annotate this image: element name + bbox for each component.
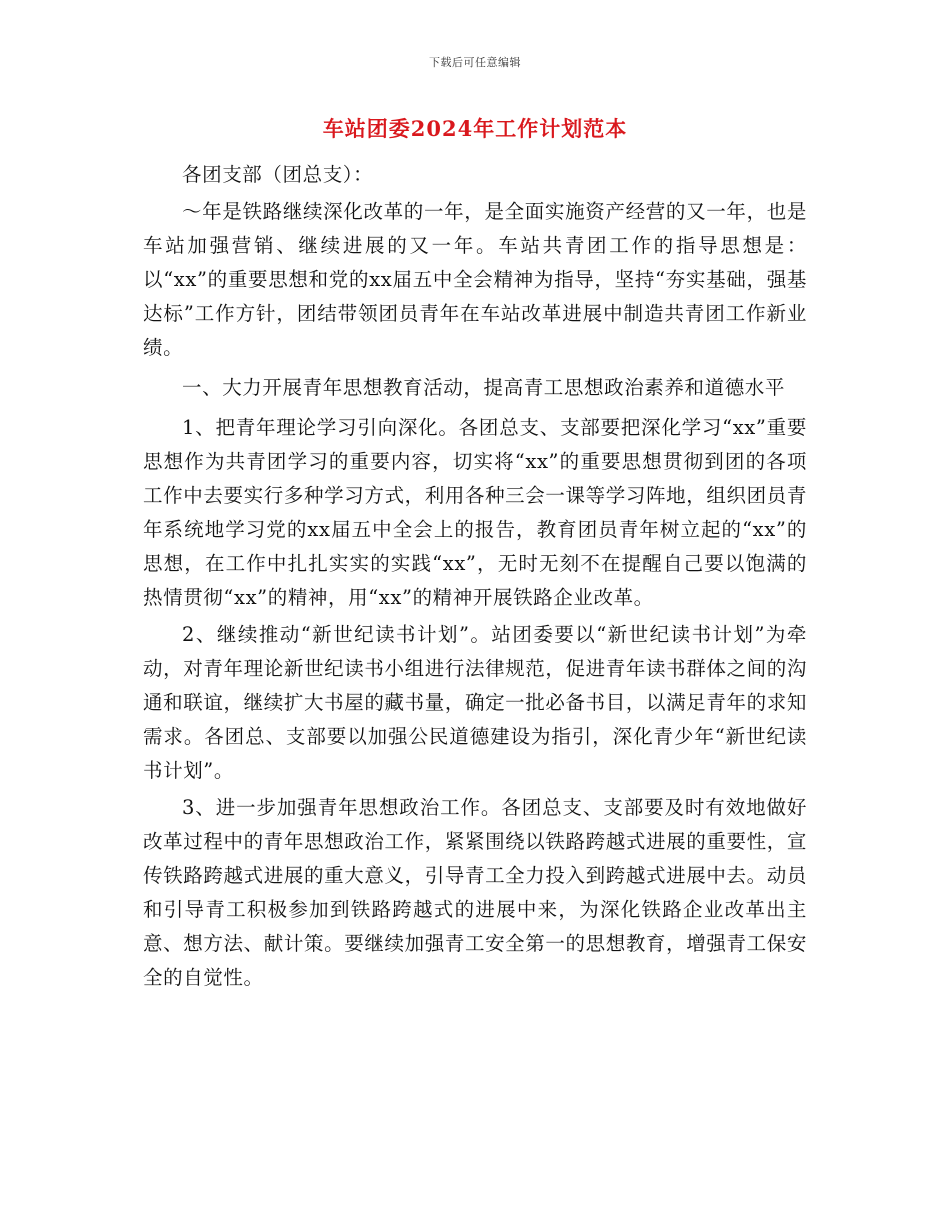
intro-paragraph: ～年是铁路继续深化改革的一年，是全面实施资产经营的又一年，也是车站加强营销、继续进展的又一年。车站共青团工作的指导思想是：以“xx”的重要思想和党的xx届五中全会精神为指导，坚持“夯实基础，强基达标”工作方针，团结带领团员青年在车站改革进展中制造共青团工作新业绩。: [143, 200, 807, 359]
document-body: [143, 158, 807, 995]
item-paragraph-3: 3、进一步加强青年思想政治工作。各团总支、支部要及时有效地做好改革过程中的青年思想政治工作，紧紧围绕以铁路跨越式进展的重要性，宣传铁路跨越式进展的重大意义，引导青工全力投入到跨越式进展中去。动员和引导青工积极参加到铁路跨越式的进展中来，为深化铁路企业改革出主意、想方法、献计策。要继续加强青工安全第一的思想教育，增强青工保安全的自觉性。: [143, 796, 807, 989]
document-title: 车站团委2024年工作计划范本: [322, 116, 628, 141]
item-paragraph-2: 2、继续推动“新世纪读书计划”。站团委要以“新世纪读书计划”为牵动，对青年理论新世纪读书小组进行法律规范，促进青年读书群体之间的沟通和联谊，继续扩大书屋的藏书量，确定一批必备书目，以满足青年的求知需求。各团总、支部要以加强公民道德建设为指引，深化青少年“新世纪读书计划”。: [143, 623, 807, 782]
section-heading: 一、大力开展青年思想教育活动，提高青工思想政治素养和道德水平: [182, 376, 786, 399]
item-paragraph-1: 1、把青年理论学习引向深化。各团总支、支部要把深化学习“xx”重要思想作为共青团学习的重要内容，切实将“xx”的重要思想贯彻到团的各项工作中去要实行多种学习方式，利用各种三会一课等学习阵地，组织团员青年系统地学习党的xx届五中全会上的报告，教育团员青年树立起的“xx”的思想，在工作中扎扎实实的实践“xx”，无时无刻不在提醒自己要以饱满的热情贯彻“xx”的精神，用“xx”的精神开展铁路企业改革。: [143, 416, 807, 609]
header-note: 下载后可任意编辑: [429, 56, 521, 69]
salutation: 各团支部（团总支）：: [182, 163, 374, 186]
